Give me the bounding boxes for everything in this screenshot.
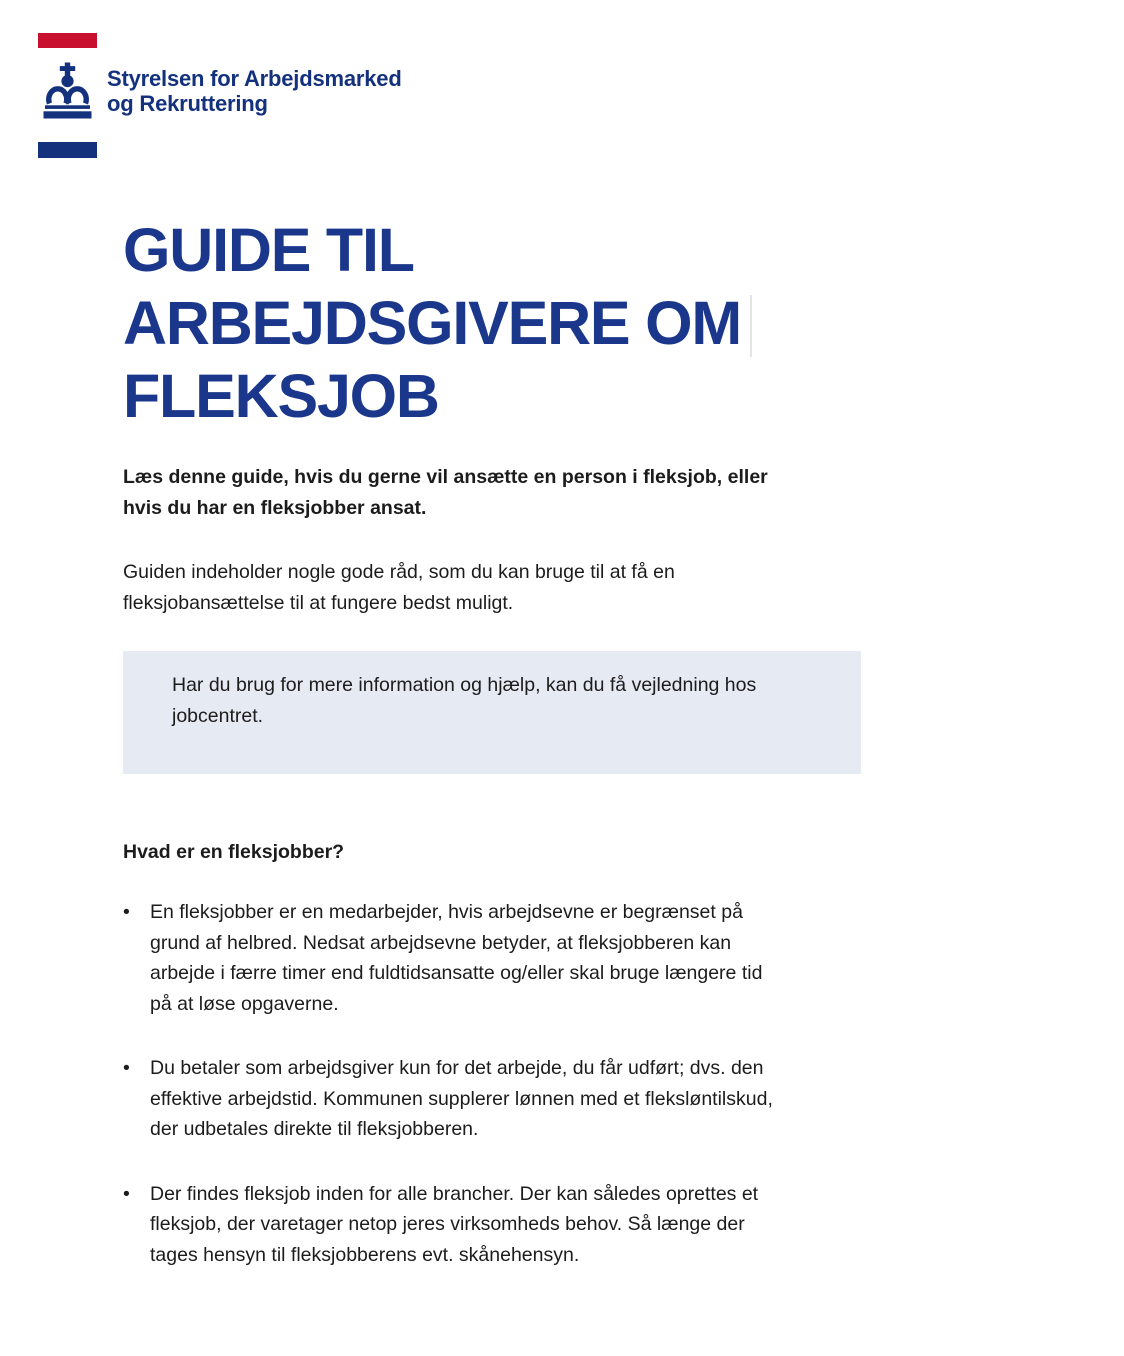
- info-box-line: Har du brug for mere information og hjælp, kan du få vejledning hos: [172, 674, 757, 696]
- intro-paragraph: [123, 557, 675, 618]
- title-line-2: ARBEJDSGIVERE OM: [123, 289, 742, 357]
- title-line-3: FLEKSJOB: [123, 362, 439, 430]
- list-item-line: effektive arbejdstid. Kommunen supplerer lønnen med et fleksløntilskud,: [150, 1087, 773, 1110]
- list-item-line: tages hensyn til fleksjobberens evt. skånehensyn.: [150, 1243, 580, 1266]
- agency-name: [107, 66, 402, 116]
- text-cursor-artifact: [750, 295, 752, 357]
- intro-line: Guiden indeholder nogle gode råd, som du kan bruge til at få en: [123, 561, 675, 583]
- document-title: [123, 214, 741, 433]
- crown-icon: [39, 62, 96, 119]
- list-item-line: grund af helbred. Nedsat arbejdsevne betyder, at fleksjobberen kan: [150, 931, 732, 954]
- list-item-line: arbejde i færre timer end fuldtidsansatte og/eller skal bruge længere tid: [150, 962, 763, 984]
- info-box: [123, 651, 861, 774]
- lead-line: Læs denne guide, hvis du gerne vil ansætte en person i fleksjob, eller: [123, 466, 768, 488]
- list-item-line: der udbetales direkte til fleksjobberen.: [150, 1118, 479, 1140]
- list-item-line: En fleksjobber er en medarbejder, hvis arbejdsevne er begrænset på: [150, 901, 743, 923]
- list-item-line: Du betaler som arbejdsgiver kun for det arbejde, du får udført; dvs. den: [150, 1057, 764, 1079]
- bullet-list: [123, 897, 773, 1304]
- list-item-line: Der findes fleksjob inden for alle brancher. Der kan således oprettes et: [150, 1182, 759, 1205]
- list-item: [123, 897, 773, 1019]
- letterhead-red-bar: [38, 33, 97, 48]
- info-box-line: jobcentret.: [172, 704, 264, 727]
- list-item-text: [150, 1053, 773, 1145]
- list-item: [123, 1053, 773, 1145]
- lead-paragraph: [123, 462, 768, 523]
- bullet-marker: •: [123, 1057, 130, 1079]
- list-item-line: fleksjob, der varetager netop jeres virksomheds behov. Så længe der: [150, 1213, 745, 1235]
- bullet-marker: •: [123, 1182, 130, 1205]
- agency-name-line2: og Rekruttering: [107, 91, 268, 116]
- lead-line: hvis du har en fleksjobber ansat.: [123, 496, 427, 519]
- list-item: [123, 1179, 773, 1271]
- title-line-1: GUIDE TIL: [123, 216, 414, 284]
- letterhead-blue-bar: [38, 142, 97, 158]
- list-item-text: [150, 897, 762, 1019]
- agency-name-line1: Styrelsen for Arbejdsmarked: [107, 66, 402, 91]
- list-item-line: på at løse opgaverne.: [150, 992, 339, 1015]
- list-item-text: [150, 1179, 758, 1271]
- bullet-marker: •: [123, 901, 130, 923]
- section-heading: Hvad er en fleksjobber?: [123, 841, 345, 863]
- intro-line: fleksjobansættelse til at fungere bedst muligt.: [123, 591, 514, 614]
